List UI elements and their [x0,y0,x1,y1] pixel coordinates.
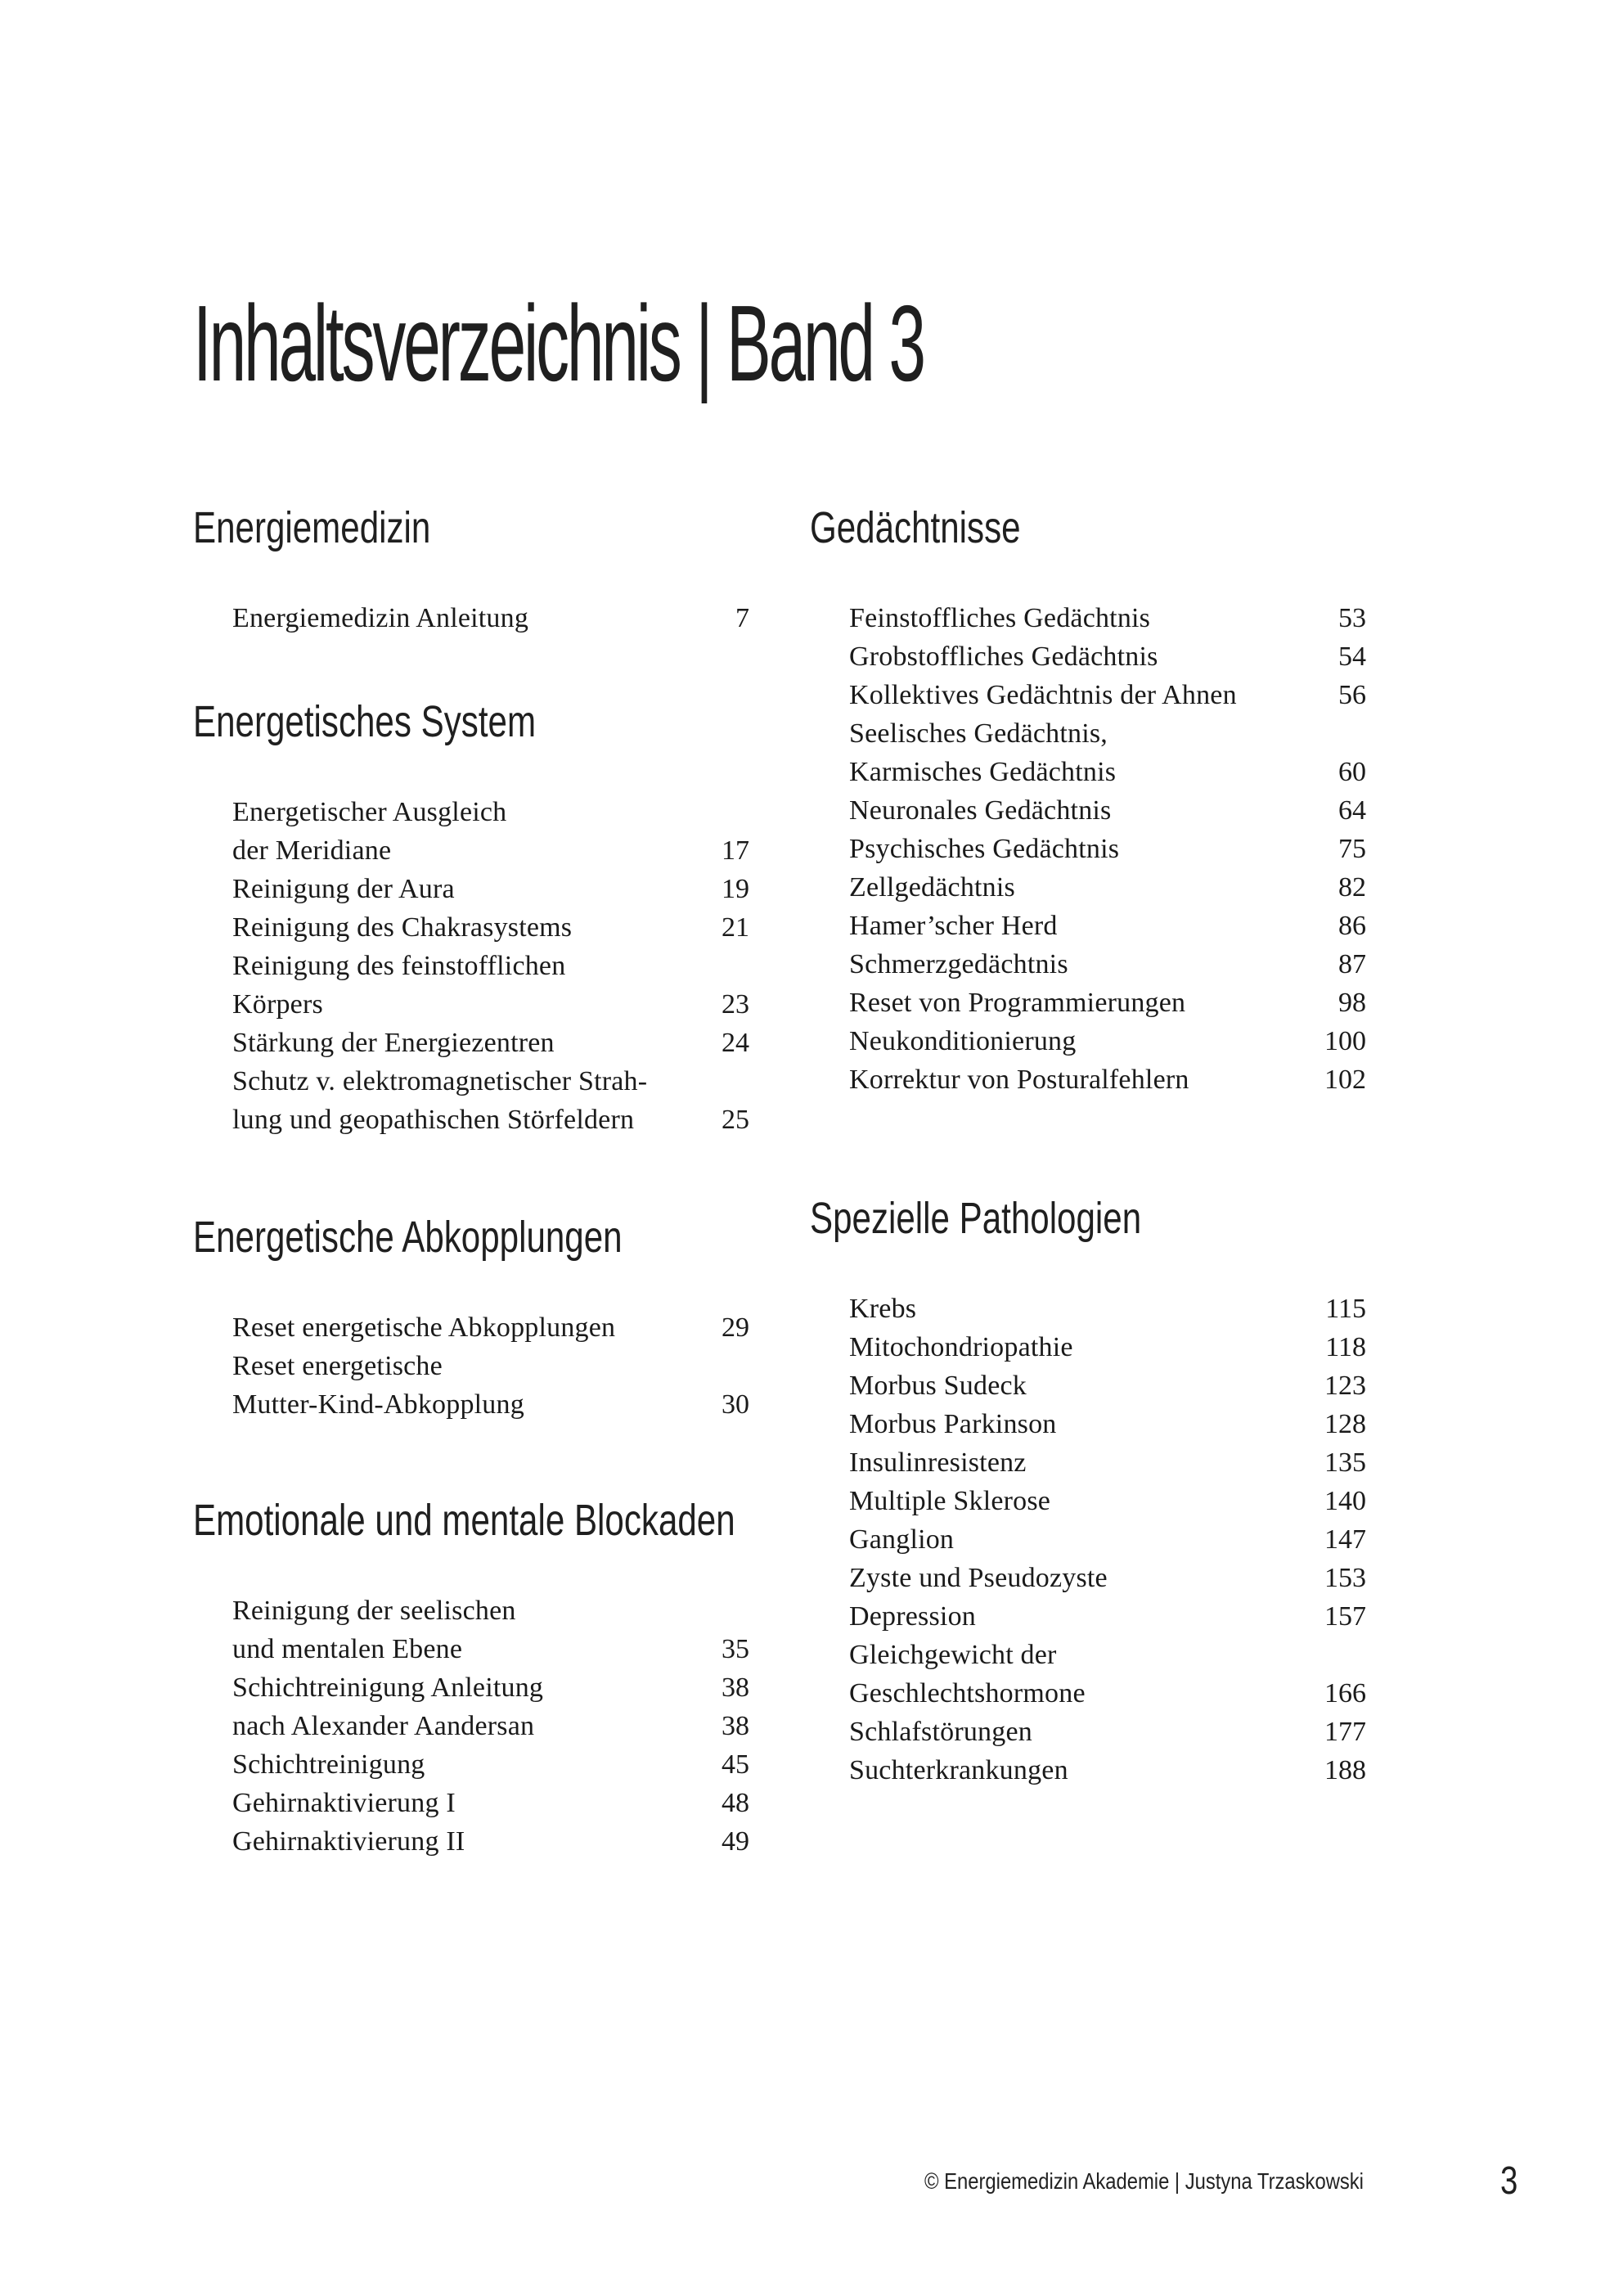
toc-section-spezielle-pathologien [810,1182,1366,1790]
entry-page-number: 7 [735,603,749,633]
toc-entry[interactable] [849,1443,1366,1482]
toc-entry[interactable] [849,599,1366,637]
toc-entry[interactable] [232,1347,749,1385]
entry-page-number: 64 [1338,795,1366,826]
entry-text: Reset von Programmierungen [849,988,1186,1018]
entry-text: Karmisches Gedächtnis [849,757,1117,787]
entry-page-number: 102 [1324,1065,1366,1095]
section-spacer [193,637,749,685]
toc-entry[interactable] [232,599,749,637]
entry-page-number: 128 [1324,1409,1366,1439]
toc-entry[interactable] [849,830,1366,868]
toc-entry[interactable] [232,908,749,947]
toc-section-energetisches-system [193,685,749,1139]
entry-text: Schlafstörungen [849,1717,1032,1747]
entry-text: Mitochondriopathie [849,1332,1073,1362]
toc-entry[interactable] [849,1405,1366,1443]
toc-entry[interactable] [232,831,749,870]
entry-page-number: 29 [722,1312,749,1343]
entry-text: Neuronales Gedächtnis [849,795,1112,826]
entry-page-number: 140 [1324,1486,1366,1516]
entry-text: Reset energetische [232,1351,443,1381]
entry-page-number: 24 [722,1028,749,1058]
entry-text: Mutter-Kind-Abkopplung [232,1389,524,1420]
entry-page-number: 19 [722,874,749,904]
entry-text: Geschlechtshormone [849,1678,1086,1708]
entry-page-number: 86 [1338,911,1366,941]
toc-entry[interactable] [232,1308,749,1347]
section-spacer [193,1424,749,1483]
toc-section-energetische-abkopplungen [193,1200,749,1424]
toc-entry[interactable] [849,1636,1366,1674]
entry-text: Suchterkrankungen [849,1755,1068,1785]
section-title: Energiemedizin [193,503,431,552]
entry-list [193,793,749,1139]
toc-entry[interactable] [849,714,1366,753]
entry-text: Krebs [849,1294,917,1324]
entry-text: Stärkung der Energiezentren [232,1028,555,1058]
toc-entry[interactable] [849,868,1366,907]
entry-text: Gehirnaktivierung II [232,1826,465,1857]
toc-entry[interactable] [849,1674,1366,1713]
entry-page-number: 87 [1338,949,1366,979]
entry-page-number: 115 [1325,1294,1366,1324]
section-title: Spezielle Pathologien [810,1194,1142,1243]
toc-entry[interactable] [849,945,1366,984]
toc-entry[interactable] [232,1385,749,1424]
entry-page-number: 153 [1324,1563,1366,1593]
entry-page-number: 98 [1338,988,1366,1018]
toc-entry[interactable] [849,753,1366,791]
section-spacer [193,1139,749,1200]
toc-column-right [810,491,1366,1790]
entry-text: Zyste und Pseudozyste [849,1563,1108,1593]
entry-text: Reinigung des Chakrasystems [232,912,573,943]
toc-entry[interactable] [232,1062,749,1101]
toc-entry[interactable] [232,1630,749,1668]
toc-entry[interactable] [849,791,1366,830]
entry-page-number: 30 [722,1389,749,1420]
toc-entry[interactable] [849,984,1366,1022]
entry-page-number: 75 [1338,834,1366,864]
entry-text: Morbus Parkinson [849,1409,1057,1439]
toc-entry[interactable] [849,1713,1366,1751]
toc-entry[interactable] [232,870,749,908]
entry-text: Energetischer Ausgleich [232,797,507,827]
toc-entry[interactable] [849,1022,1366,1060]
entry-page-number: 38 [722,1672,749,1703]
toc-entry[interactable] [849,1060,1366,1099]
entry-page-number: 118 [1325,1332,1366,1362]
entry-text: Morbus Sudeck [849,1371,1027,1401]
entry-text: Gleichgewicht der [849,1640,1057,1670]
entry-page-number: 21 [722,912,749,943]
entry-text: Reinigung der seelischen [232,1596,516,1626]
entry-text: Neukonditionierung [849,1026,1077,1056]
entry-text: Korrektur von Posturalfehlern [849,1065,1189,1095]
entry-page-number: 35 [722,1634,749,1664]
entry-text: Gehirnaktivierung I [232,1788,456,1818]
entry-text: Hamer’scher Herd [849,911,1058,941]
toc-entry[interactable] [232,1745,749,1784]
entry-page-number: 188 [1324,1755,1366,1785]
entry-list [193,599,749,637]
entry-text: Ganglion [849,1524,955,1555]
section-title: Emotionale und mentale Blockaden [193,1496,735,1545]
toc-entry[interactable] [232,947,749,985]
toc-entry[interactable] [232,1024,749,1062]
entry-page-number: 177 [1324,1717,1366,1747]
entry-page-number: 49 [722,1826,749,1857]
entry-page-number: 45 [722,1749,749,1780]
toc-entry[interactable] [232,1707,749,1745]
entry-list [193,1591,749,1861]
entry-text: Schichtreinigung [232,1749,425,1780]
entry-text: und mentalen Ebene [232,1634,463,1664]
section-title: Gedächtnisse [810,503,1021,552]
entry-text: Grobstoffliches Gedächtnis [849,642,1158,672]
entry-page-number: 147 [1324,1524,1366,1555]
section-title: Energetische Abkopplungen [193,1213,623,1262]
toc-entry[interactable] [849,1597,1366,1636]
toc-entry[interactable] [232,1101,749,1139]
entry-page-number: 56 [1338,680,1366,710]
entry-page-number: 60 [1338,757,1366,787]
entry-page-number: 17 [722,835,749,866]
entry-text: Kollektives Gedächtnis der Ahnen [849,680,1237,710]
toc-entry[interactable] [232,1784,749,1822]
entry-list [193,1308,749,1424]
toc-entry[interactable] [849,907,1366,945]
entry-page-number: 166 [1324,1678,1366,1708]
entry-page-number: 38 [722,1711,749,1741]
entry-text: Schichtreinigung Anleitung [232,1672,544,1703]
toc-section-emotionale-blockaden [193,1483,749,1861]
toc-section-energiemedizin [193,491,749,637]
toc-entry[interactable] [849,1290,1366,1328]
entry-list [810,1290,1366,1790]
toc-entry[interactable] [849,676,1366,714]
entry-text: Schutz v. elektromagnetischer Strah- [232,1066,648,1096]
entry-list [810,599,1366,1099]
section-title: Energetisches System [193,697,537,746]
toc-entry[interactable] [849,1482,1366,1520]
toc-entry[interactable] [849,1520,1366,1559]
entry-text: Körpers [232,989,323,1020]
entry-page-number: 123 [1324,1371,1366,1401]
entry-text: Reset energetische Abkopplungen [232,1312,616,1343]
toc-entry[interactable] [232,1668,749,1707]
entry-text: Insulinresistenz [849,1447,1027,1478]
toc-entry[interactable] [849,1366,1366,1405]
entry-text: der Meridiane [232,835,392,866]
entry-text: nach Alexander Aandersan [232,1711,535,1741]
entry-page-number: 157 [1324,1601,1366,1632]
toc-entry[interactable] [232,793,749,831]
toc-entry[interactable] [849,1559,1366,1597]
toc-entry[interactable] [232,1591,749,1630]
entry-page-number: 53 [1338,603,1366,633]
entry-page-number: 25 [722,1105,749,1135]
entry-text: Feinstoffliches Gedächtnis [849,603,1151,633]
toc-entry[interactable] [849,637,1366,676]
entry-text: Reinigung der Aura [232,874,455,904]
toc-column-left [193,491,749,1861]
entry-text: Depression [849,1601,976,1632]
entry-text: Zellgedächtnis [849,872,1015,903]
entry-text: Reinigung des feinstofflichen [232,951,566,981]
entry-page-number: 48 [722,1788,749,1818]
entry-text: Psychisches Gedächtnis [849,834,1120,864]
entry-page-number: 100 [1324,1026,1366,1056]
entry-page-number: 23 [722,989,749,1020]
entry-text: Multiple Sklerose [849,1486,1051,1516]
footer-copyright: © Energiemedizin Akademie | Justyna Trzaskowski [924,2168,1364,2194]
entry-page-number: 135 [1324,1447,1366,1478]
toc-entry[interactable] [849,1328,1366,1366]
page-number: 3 [1500,2159,1518,2203]
entry-text: lung und geopathischen Störfeldern [232,1105,635,1135]
toc-entry[interactable] [232,1822,749,1861]
entry-text: Schmerzgedächtnis [849,949,1068,979]
entry-text: Seelisches Gedächtnis, [849,718,1108,749]
toc-entry[interactable] [849,1751,1366,1790]
toc-entry[interactable] [232,985,749,1024]
entry-text: Energiemedizin Anleitung [232,603,529,633]
section-spacer [810,1099,1366,1182]
toc-section-gedaechtnisse [810,491,1366,1099]
page-title: Inhaltsverzeichnis | Band 3 [193,283,924,403]
entry-page-number: 82 [1338,872,1366,903]
entry-page-number: 54 [1338,642,1366,672]
